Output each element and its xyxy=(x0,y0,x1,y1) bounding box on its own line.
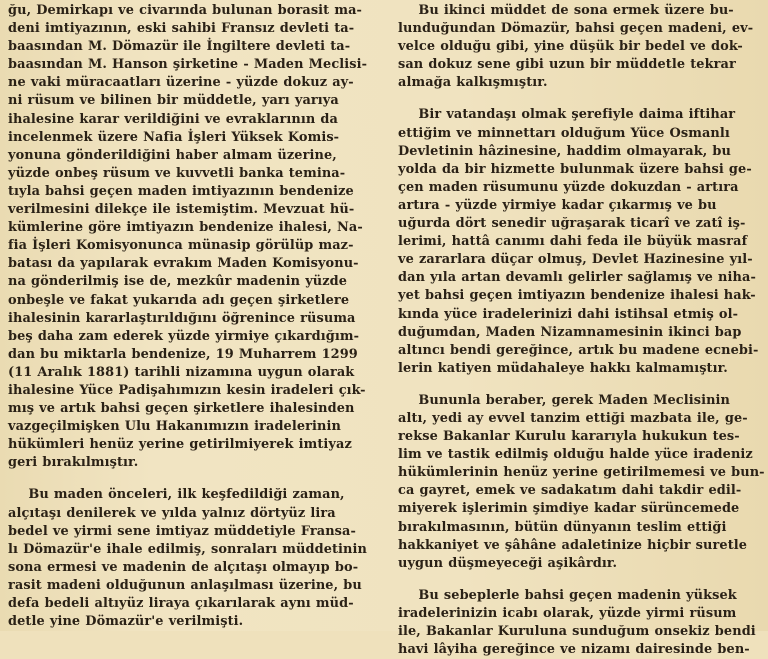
text-line: deni imtiyazının, eski sahibi Fransız devleti ta- xyxy=(8,21,355,37)
text-line: mış ve artık bahsi geçen şirketlere ihalesinden xyxy=(8,401,355,417)
text-line: (11 Aralık 1881) tarihli nizamına uygun olarak xyxy=(8,364,355,380)
text-line: havi lâyiha gereğince ve nizamı dairesinde ben- xyxy=(398,642,750,658)
text-line: altı, yedi ay evvel tanzim ettiği mazbata ile, ge- xyxy=(398,410,748,426)
paragraph xyxy=(398,392,765,573)
text-line: ihalesine karar verildiğini ve evraklarının da xyxy=(8,111,338,127)
text-line: bırakılmasının, bütün dünyanın teslim ettiği xyxy=(398,519,727,535)
text-line: ca gayret, emek ve sadakatım dahi takdir edil- xyxy=(398,483,742,499)
text-line: dan yıla artan devamlı gelirler sağlamış ve niha- xyxy=(398,270,756,286)
text-line: ne vaki müracaatları üzerine - yüzde dokuz ay- xyxy=(8,75,354,91)
text-line: almağa kalkışmıştır. xyxy=(398,75,548,91)
text-line: detle yine Dömazür'e verilmişti. xyxy=(8,614,244,630)
right-column xyxy=(398,2,765,659)
text-line: hükümlerinin henüz yerine getirilmemesi ve bun- xyxy=(398,465,765,481)
text-line: lim ve tastik edilmiş olduğu halde yüce iradeniz xyxy=(398,447,753,463)
text-line: ile, Bakanlar Kuruluna sunduğum onsekiz bendi xyxy=(398,624,756,639)
text-line: Bu ikinci müddet de sona ermek üzere bu- xyxy=(398,3,734,18)
text-line: hakkaniyet ve şâhâne adaletinize hiçbir suretle xyxy=(398,537,748,553)
text-line: ettiğim ve minnettarı olduğum Yüce Osmanlı xyxy=(398,125,730,141)
text-line: Bu sebeplerle bahsi geçen madenin yüksek xyxy=(398,587,737,603)
text-line: geri bırakılmıştır. xyxy=(8,455,139,471)
text-line: san dokuz sene gibi uzun bir müddetle tekrar xyxy=(398,57,736,73)
paragraph xyxy=(398,587,754,659)
text-line: duğumdan, Maden Nizamnamesinin ikinci bap xyxy=(398,324,742,340)
text-line: vazgeçilmişken Ulu Hakanımızın iradelerinin xyxy=(8,419,341,435)
text-line: yet bahsi geçen imtiyazın bendenize ihalesi hak- xyxy=(398,288,756,304)
text-line: lunduğundan Dömazür, bahsi geçen madeni, ev- xyxy=(398,21,754,37)
text-line: sona ermesi ve madenin de alçıtaşı olmayıp bo- xyxy=(8,559,359,575)
paragraph xyxy=(398,106,759,377)
text-line: velce olduğu gibi, yine düşük bir bedel ve dok- xyxy=(398,39,743,55)
text-line: rasit madeni olduğunun anlaşılması üzerine, bu xyxy=(8,577,362,593)
text-line: hükümleri henüz yerine getirilmiyerek imtiyaz xyxy=(8,437,352,453)
text-line: ni rüsum ve bilinen bir müddetle, yarı yarıya xyxy=(8,93,339,109)
text-line: yüzde onbeş rüsum ve kuvvetli banka temina- xyxy=(8,165,346,181)
text-line: baasından M. Hanson şirketine - Maden Meclisi- xyxy=(8,57,368,73)
text-line: Bu maden önceleri, ilk keşfedildiği zaman, xyxy=(8,487,345,503)
text-line: dan bu miktarla bendenize, 19 Muharrem 1299 xyxy=(8,346,358,362)
text-line: kında yüce iradelerinizi dahi istihsal etmiş ol- xyxy=(398,306,739,322)
text-line: lı Dömazür'e ihale edilmiş, sonraları müddetinin xyxy=(8,541,367,557)
text-line: defa bedeli altıyüz liraya çıkarılarak aynı müd- xyxy=(8,596,354,611)
text-line: miyerek işlerimin şimdiye kadar sürüncemede xyxy=(398,501,740,517)
text-line: alçıtaşı denilerek ve yılda yalnız dörtyüz lira xyxy=(8,505,336,521)
paragraph xyxy=(398,2,754,92)
text-line: artıra - yüzde yirmiye kadar çıkarmış ve bu xyxy=(398,197,717,213)
text-line: batası da yapılarak evrakım Maden Komisyonu- xyxy=(8,256,359,272)
text-line: ihalesinin kararlaştırıldığını öğrenince rüsuma xyxy=(8,310,356,326)
left-column xyxy=(8,2,366,631)
text-line: na gönderilmiş ise de, mezkûr madenin yüzde xyxy=(8,274,348,290)
text-line: onbeşle ve fakat yukarıda adı geçen şirketlere xyxy=(8,292,350,308)
text-line: iradelerinizin icabı olarak, yüzde yirmi rüsum xyxy=(398,605,737,621)
text-line: uygun düşmeyeceği aşikârdır. xyxy=(398,555,618,571)
text-line: lerin katiyen müdahaleye hakkı kalmamıştır. xyxy=(398,360,728,376)
text-line: ğu, Demirkapı ve civarında bulunan borasit ma- xyxy=(8,3,362,18)
text-line: fia İşleri Komisyonunca münasip görülüp maz- xyxy=(8,238,354,254)
text-line: verilmesini dilekçe ile istemiştim. Mevzuat hü- xyxy=(8,202,355,218)
text-line: çen maden rüsumunu yüzde dokuzdan - artıra xyxy=(398,179,739,195)
text-line: rekse Bakanlar Kurulu kararıyla hukukun tes- xyxy=(398,429,740,445)
text-line: lerimi, hattâ canımı dahi feda ile büyük masraf xyxy=(398,234,748,250)
paragraph xyxy=(8,2,366,472)
text-line: altıncı bendi gereğince, artık bu madene ecnebi- xyxy=(398,342,759,358)
paragraph xyxy=(8,486,366,631)
text-line: tıyla bahsi geçen maden imtiyazının bendenize xyxy=(8,183,354,199)
text-line: bedel ve yirmi sene imtiyaz müddetiyle Fransa- xyxy=(8,523,356,539)
text-line: yolda da bir hizmette bulunmak üzere bahsi ge- xyxy=(398,161,752,177)
text-line: ihalesine Yüce Padişahımızın kesin iradeleri çık- xyxy=(8,382,366,398)
text-line: Bununla beraber, gerek Maden Meclisinin xyxy=(398,392,731,408)
text-line: incelenmek üzere Nafia İşleri Yüksek Komis- xyxy=(8,129,340,145)
text-line: baasından M. Dömazür ile İngiltere devleti ta- xyxy=(8,39,351,55)
text-line: kümlerine göre imtiyazın bendenize ihalesi, Na- xyxy=(8,220,363,236)
text-line: beş daha zam ederek yüzde yirmiye çıkardığım- xyxy=(8,328,360,344)
text-line: yonuna gönderildiğini haber almam üzerine, xyxy=(8,147,337,163)
text-line: uğurda dört senedir uğraşarak ticarî ve zatî iş- xyxy=(398,216,746,232)
text-line: ve zararlara düçar olmuş, Devlet Hazinesine yıl- xyxy=(398,252,753,268)
text-line: Devletinin hâzinesine, haddim olmayarak, bu xyxy=(398,143,732,159)
text-line: Bir vatandaşı olmak şerefiyle daima iftihar xyxy=(398,107,736,123)
